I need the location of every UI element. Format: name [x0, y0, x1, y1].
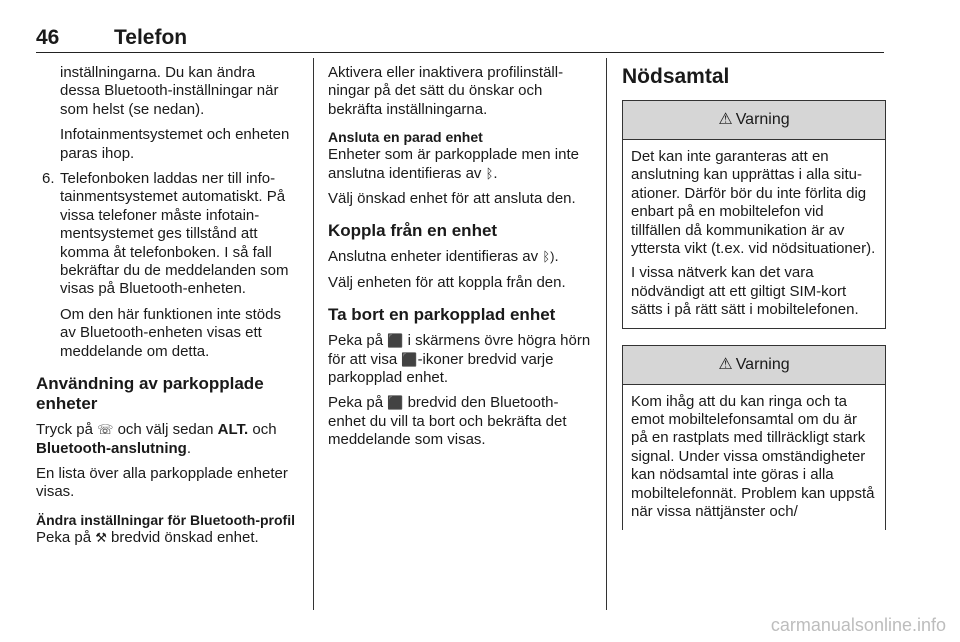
heading-remove: Ta bort en parkopplad enhet — [328, 305, 556, 325]
heading-paired-devices: Användning av parkopplade enheter — [36, 374, 264, 414]
paragraph: Anslutna enheter identifieras av ᛒ). — [328, 248, 559, 266]
section-title: Telefon — [114, 26, 188, 49]
paragraph: Enheter som är parkopplade men inte anslutna identifieras av ᛒ. — [328, 146, 579, 182]
paragraph: I vissa nätverk kan det vara nödvändigt att ett giltigt SIM-kort sätts i på rätt sätt i mobiltelefonen. — [631, 264, 859, 319]
phone-icon: ☏ — [97, 422, 114, 438]
paragraph: Det kan inte garanteras att en anslutning kan upprättas i alla situationer. Därför bör du inte förlita dig enbart på en mobiltelefon vid tillfällen då kommunikation är av yttersta vikt (t.ex. vid nödsituationer). — [631, 148, 876, 258]
warning-body — [623, 385, 885, 530]
paragraph: Tryck på ☏ och välj sedan ALT. och Bluetooth-anslutning. — [36, 421, 277, 457]
paragraph: Välj önskad enhet för att ansluta den. — [328, 190, 576, 208]
column-divider — [606, 58, 607, 610]
warning-box — [622, 100, 886, 329]
paragraph: inställningarna. Du kan ändra dessa Bluetooth-inställningar när som helst (se nedan). — [60, 64, 279, 118]
settings-icon: ⚒ — [95, 529, 107, 545]
paragraph: Peka på ⬛ bredvid den Bluetooth-enhet du vill ta bort och bekräfta det meddelande som visas. — [328, 394, 567, 449]
step-number: 6. — [42, 170, 55, 188]
warning-icon: ⚠ — [718, 111, 733, 128]
paragraph: Aktivera eller inaktivera profilinställningar på det sätt du önskar och bekräfta inställningarna. — [328, 64, 564, 118]
paragraph: Infotainmentsystemet och enheten paras ihop. — [60, 126, 290, 162]
paragraph: En lista över alla parkopplade enheter visas. — [36, 464, 288, 501]
trash-icon: ⬛ — [401, 351, 418, 367]
heading-profile: Ändra inställningar för Bluetooth-profil — [36, 511, 295, 528]
warning-body — [623, 140, 885, 328]
paragraph: Kom ihåg att du kan ringa och ta emot mobiltelefonsamtal om du är på en rastplats med tillräckligt stark signal. Under vissa omständigheter kan nödsamtal inte göras i alla mobiltelefonnät. Problem kan uppstå när vissa nättjänster och/ — [631, 392, 875, 521]
watermark: carmanualsonline.info — [770, 615, 946, 635]
column-left — [36, 64, 298, 554]
page-number: 46 — [36, 26, 60, 49]
trash-icon: ⬛ — [387, 395, 404, 411]
warning-header — [623, 101, 885, 140]
warning-box — [622, 345, 886, 530]
bluetooth-icon: ᛒ — [485, 165, 494, 181]
heading-emergency-calls: Nödsamtal — [622, 65, 730, 88]
heading-disconnect: Koppla från en enhet — [328, 221, 498, 241]
trash-icon: ⬛ — [387, 333, 404, 349]
page-header — [36, 24, 884, 53]
paragraph: Om den här funktionen inte stöds av Bluetooth-enheten visas ett meddelande om detta. — [60, 305, 281, 360]
paragraph: Peka på ⚒ bredvid önskad enhet. — [36, 528, 259, 546]
menu-bluetooth: Bluetooth-anslutning — [36, 439, 187, 457]
column-right — [622, 64, 886, 546]
paragraph: Välj enheten för att koppla från den. — [328, 273, 566, 291]
column-middle — [328, 64, 592, 457]
bluetooth-connected-icon: ᛒ) — [542, 249, 555, 265]
warning-header — [623, 346, 885, 385]
numbered-step — [36, 170, 298, 299]
paragraph: Peka på ⬛ i skärmens övre högra hörn för att visa ⬛-ikoner bredvid varje parkopplad enhet. — [328, 332, 591, 387]
warning-title: Varning — [735, 111, 790, 128]
warning-title: Varning — [735, 355, 790, 373]
step-text: Telefonboken laddas ner till infotainmentsystemet automatiskt. På vissa telefoner måste infotainmentsystemet ges tillstånd att komma åt telefonboken. I så fall bekräftar du de meddelanden som visas på Bluetooth-enheten. — [60, 170, 289, 298]
menu-alt: ALT. — [217, 421, 249, 439]
column-divider — [313, 58, 314, 610]
warning-icon: ⚠ — [718, 355, 733, 373]
heading-connect: Ansluta en parad enhet — [328, 129, 483, 146]
